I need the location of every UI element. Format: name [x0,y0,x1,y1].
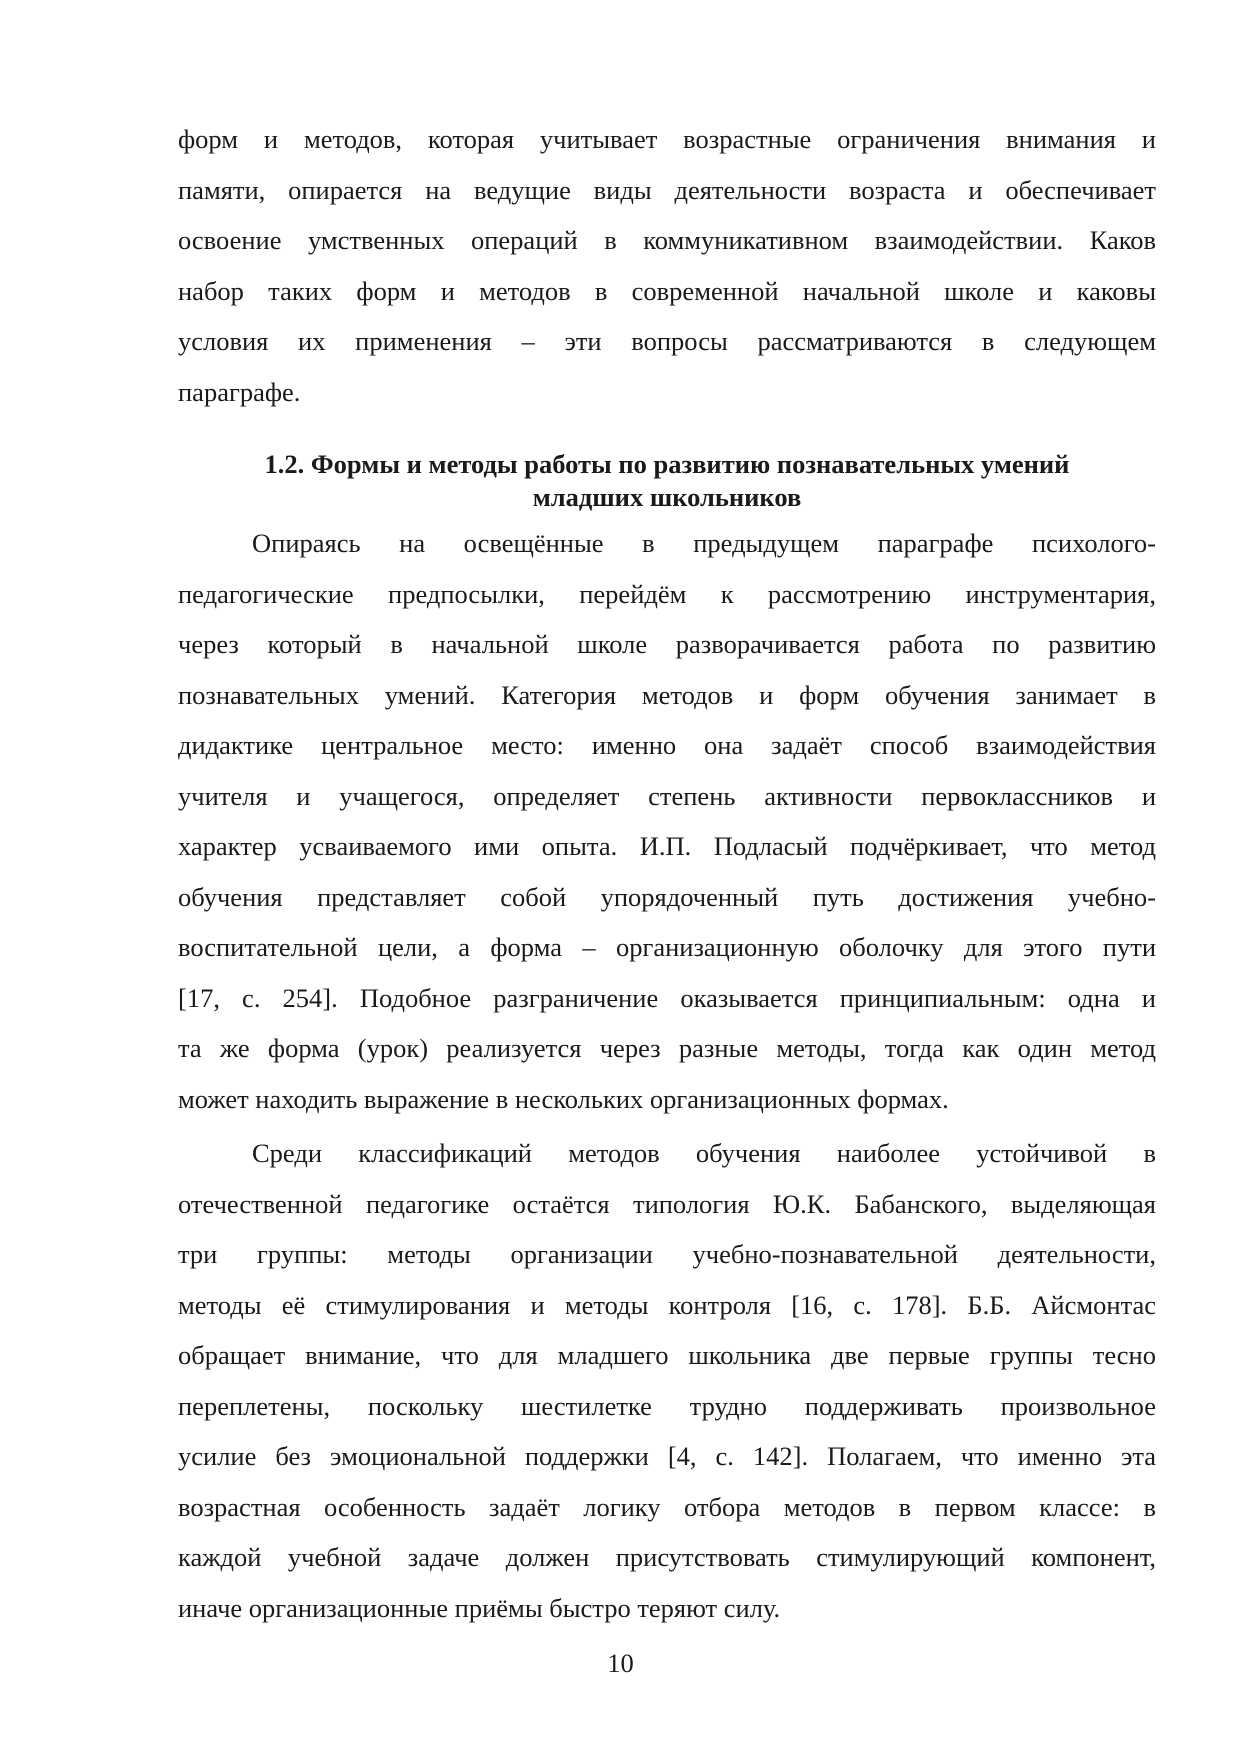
section-heading [178,448,1156,514]
text-line: дидактике центральное место: именно она задаёт способ взаимодействия [178,730,1156,760]
section-heading-line: младших школьников [532,482,802,512]
text-line: усилие без эмоциональной поддержки [4, с. 142]. Полагаем, что именно эта [178,1441,1156,1471]
text-line: освоение умственных операций в коммуникативном взаимодействии. Каков [178,225,1156,255]
text-line: переплетены, поскольку шестилетке трудно поддерживать произвольное [178,1390,1156,1421]
text-line: характер усваиваемого ими опыта. И.П. Подласый подчёркивает, что метод [178,831,1156,861]
text-line: набор таких форм и методов в современной начальной школе и каковы [178,275,1156,306]
text-line: Среди классификаций методов обучения наиболее устойчивой в [252,1138,1156,1168]
text-line: та же форма (урок) реализуется через разные методы, тогда как один метод [178,1033,1156,1063]
text-line: обращает внимание, что для младшего школьника две первые группы тесно [178,1340,1156,1370]
text-line: обучения представляет собой упорядоченный путь достижения учебно- [178,881,1156,912]
text-line: отечественной педагогике остаётся типология Ю.К. Бабанского, выделяющая [178,1188,1156,1219]
paragraph-intro-tail [178,114,1156,417]
text-line: учителя и учащегося, определяет степень активности первоклассников и [178,780,1156,811]
text-line: форм и методов, которая учитывает возрастные ограничения внимания и [178,124,1156,154]
text-line: [17, с. 254]. Подобное разграничение оказывается принципиальным: одна и [178,982,1156,1013]
text-line: возрастная особенность задаёт логику отбора методов в первом классе: в [178,1491,1156,1522]
text-line: может находить выражение в нескольких организационных формах. [178,1083,949,1114]
text-line: параграфе. [178,376,301,407]
text-line: познавательных умений. Категория методов и форм обучения занимает в [178,679,1156,710]
text-line: через который в начальной школе разворачивается работа по развитию [178,629,1156,659]
page-number: 10 [607,1648,634,1678]
text-line: методы её стимулирования и методы контроля [16, с. 178]. Б.Б. Айсмонтас [178,1289,1156,1320]
text-line: воспитательной цели, а форма – организационную оболочку для этого пути [178,932,1156,962]
text-line: каждой учебной задаче должен присутствовать стимулирующий компонент, [178,1542,1156,1572]
text-line: три группы: методы организации учебно-познавательной деятельности, [178,1239,1156,1269]
text-line: Опираясь на освещённые в предыдущем параграфе психолого- [252,528,1156,558]
text-line: иначе организационные приёмы быстро теряют силу. [178,1592,781,1623]
text-line: педагогические предпосылки, перейдём к рассмотрению инструментария, [178,578,1156,609]
paragraph-1 [178,518,1156,1124]
text-line: условия их применения – эти вопросы рассматриваются в следующем [178,326,1156,356]
section-heading-line: 1.2. Формы и методы работы по развитию познавательных умений [264,449,1070,479]
text-line: памяти, опирается на ведущие виды деятельности возраста и обеспечивает [178,174,1156,205]
paragraph-2 [178,1128,1156,1633]
